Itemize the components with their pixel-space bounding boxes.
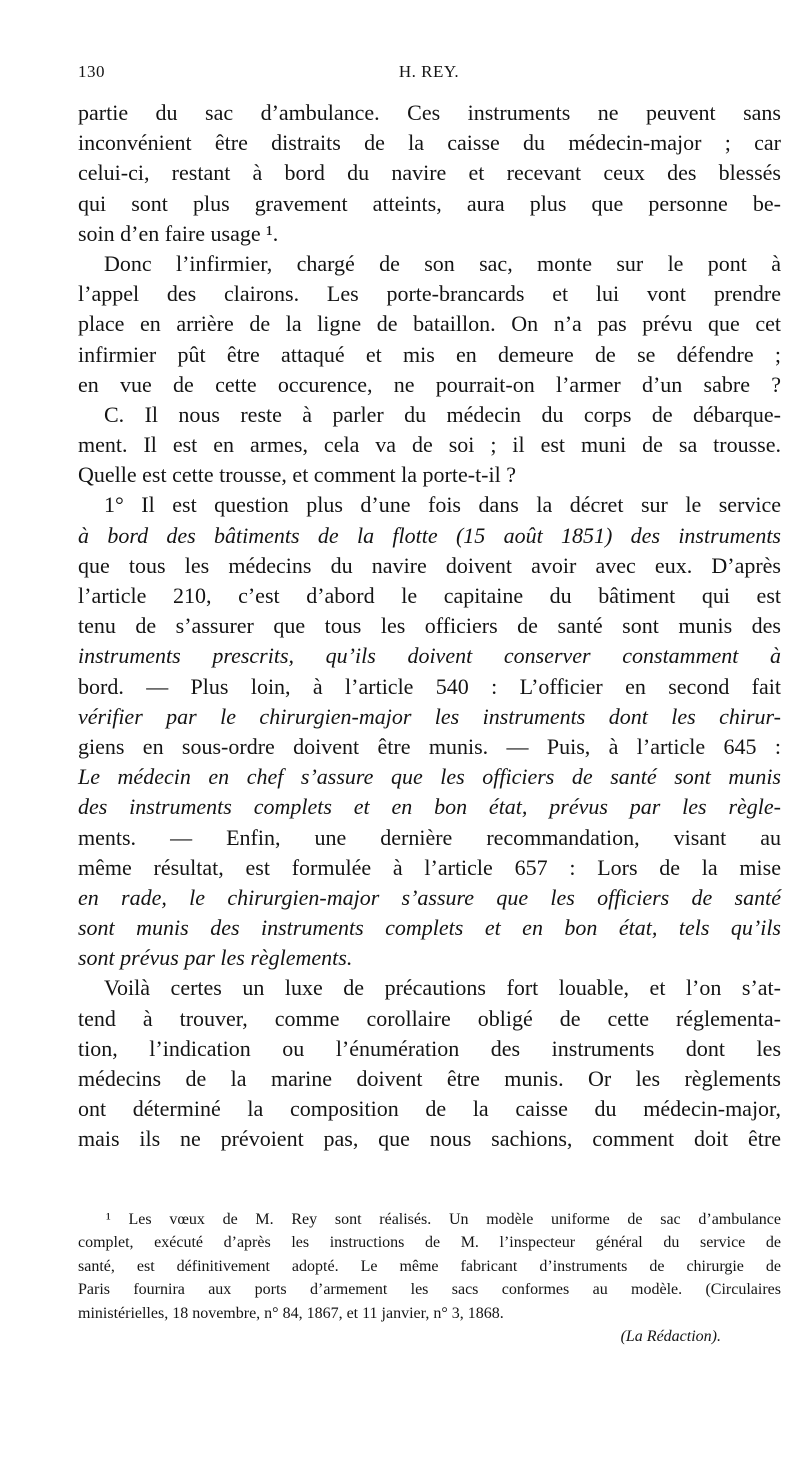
text-line: infirmier pût être attaqué et mis en demeure de se défendre ; (78, 341, 781, 367)
text-line: des instruments complets et en bon état, prévus par les règle- (78, 794, 781, 820)
text-line: en vue de cette occurence, ne pourrait-on l’armer d’un sabre ? (78, 371, 781, 397)
text-line: partie du sac d’ambulance. Ces instruments ne peuvent sans (78, 100, 781, 125)
footnote-line: ministérielles, 18 novembre, n° 84, 1867, et 11 janvier, n° 3, 1868. (78, 1304, 504, 1322)
text-line: giens en sous-ordre doivent être munis. — Puis, à l’article 645 : (78, 733, 781, 759)
text-line: tion, l’indication ou l’énumération des instruments dont les (78, 1035, 781, 1061)
footnote-signature: (La Rédaction). (620, 1327, 721, 1345)
body-text (78, 98, 781, 1155)
text-line: l’appel des clairons. Les porte-brancards et lui vont prendre (78, 281, 781, 307)
text-line: Donc l’infirmier, chargé de son sac, monte sur le pont à (104, 250, 781, 276)
page-number: 130 (78, 62, 105, 81)
text-line: tenu de s’assurer que tous les officiers de santé sont munis des (78, 613, 781, 639)
text-line: celui-ci, restant à bord du navire et recevant ceux des blessés (78, 160, 781, 186)
text-line: qui sont plus gravement atteints, aura plus que personne be- (78, 190, 781, 216)
footnote-line: santé, est définitivement adopté. Le même fabricant d’instruments de chirurgie de (78, 1257, 781, 1275)
text-line: à bord des bâtiments de la flotte (15 août 1851) des instruments (78, 522, 781, 548)
text-line: que tous les médecins du navire doivent avoir avec eux. D’après (78, 552, 781, 578)
text-line: médecins de la marine doivent être munis. Or les règlements (78, 1066, 781, 1091)
text-line: instruments prescrits, qu’ils doivent conserver constamment à (78, 643, 781, 669)
text-line: mais ils ne prévoient pas, que nous sachions, comment doit être (78, 1126, 781, 1152)
text-line: 1° Il est question plus d’une fois dans la décret sur le service (104, 492, 781, 518)
text-line: sont prévus par les règlements. (78, 945, 353, 971)
text-line: même résultat, est formulée à l’article 657 : Lors de la mise (78, 854, 781, 880)
page-header (78, 62, 780, 86)
text-line: ments. — Enfin, une dernière recommandation, visant au (78, 824, 781, 850)
text-line: C. Il nous reste à parler du médecin du corps de débarque- (104, 401, 781, 427)
footnote-line: complet, exécuté d’après les instructions de M. l’inspecteur général du service de (78, 1234, 781, 1252)
text-line: vérifier par le chirurgien-major les instruments dont les chirur- (78, 703, 781, 729)
text-line: place en arrière de la ligne de bataillon. On n’a pas prévu que cet (78, 311, 781, 337)
text-line: Quelle est cette trousse, et comment la porte-t-il ? (78, 462, 517, 488)
text-line: l’article 210, c’est d’abord le capitaine du bâtiment qui est (78, 583, 781, 608)
text-line: sont munis des instruments complets et en bon état, tels qu’ils (78, 915, 781, 941)
text-line: bord. — Plus loin, à l’article 540 : L’officier en second fait (78, 673, 781, 699)
text-line: tend à trouver, comme corollaire obligé de cette réglementa- (78, 1005, 781, 1031)
footnote-line: ¹ Les vœux de M. Rey sont réalisés. Un modèle uniforme de sac d’ambulance (106, 1211, 781, 1228)
running-head: H. REY. (398, 62, 460, 81)
text-line: soin d’en faire usage ¹. (78, 220, 279, 246)
text-line: inconvénient être distraits de la caisse du médecin-major ; car (78, 130, 781, 156)
footnote-line: Paris fournira aux ports d’armement les sacs conformes au modèle. (Circulaires (78, 1281, 781, 1299)
text-line: en rade, le chirurgien-major s’assure que les officiers de santé (78, 884, 781, 910)
text-line: Le médecin en chef s’assure que les officiers de santé sont munis (78, 764, 781, 790)
footnote (78, 1208, 781, 1348)
text-line: ment. Il est en armes, cela va de soi ; il est muni de sa trousse. (78, 432, 781, 458)
text-line: Voilà certes un luxe de précautions fort louable, et l’on s’at- (104, 975, 781, 1001)
text-line: ont déterminé la composition de la caisse du médecin-major, (78, 1096, 781, 1122)
